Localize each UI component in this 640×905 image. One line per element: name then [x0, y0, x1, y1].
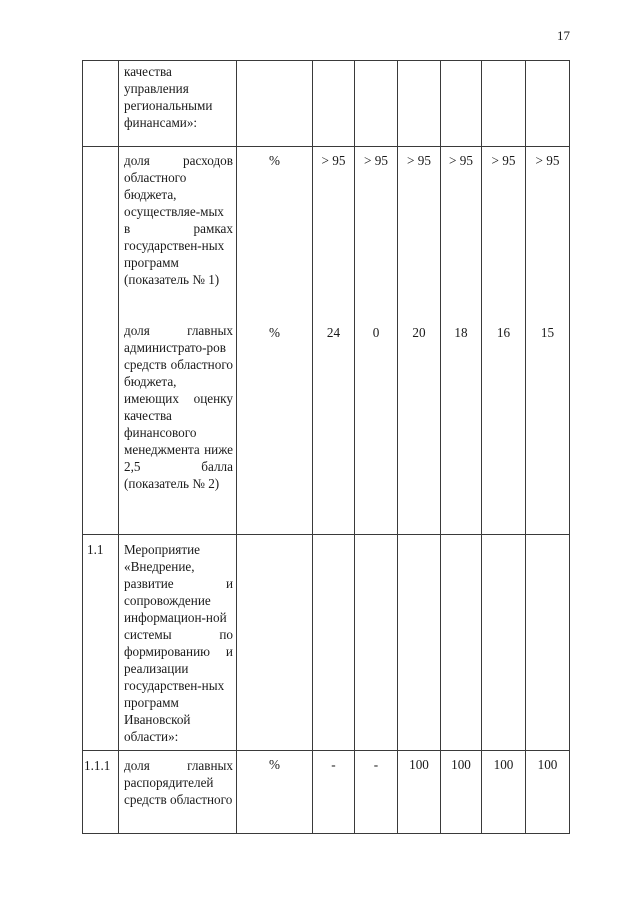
value-cell — [482, 147, 526, 535]
indicator-1-value: > 95 — [491, 153, 516, 168]
row-unit — [237, 61, 313, 147]
indicator-2-unit: % — [269, 325, 280, 340]
value-cell — [355, 147, 398, 535]
row-value — [482, 535, 526, 751]
indicator-1-value: > 95 — [449, 153, 473, 168]
row-name-cell — [119, 61, 237, 147]
row-name: доля главных распорядителей средств областного — [124, 758, 233, 807]
unit-cell — [237, 147, 313, 535]
value-cell — [313, 147, 355, 535]
row-value — [482, 61, 526, 147]
row-unit: % — [269, 757, 280, 772]
value-cell — [526, 147, 570, 535]
row-value — [355, 61, 398, 147]
indicators-table — [82, 60, 570, 834]
row-value — [398, 61, 441, 147]
value-cell — [482, 751, 526, 834]
row-value: 100 — [451, 757, 471, 772]
row-value — [441, 61, 482, 147]
row-number — [83, 147, 119, 535]
table-row — [83, 751, 570, 834]
indicator-1-value: > 95 — [407, 153, 431, 168]
indicator-2-value: 0 — [372, 325, 380, 340]
row-unit — [237, 535, 313, 751]
indicator-2-value: 15 — [540, 325, 555, 340]
row-name: качества управления региональными финансами»: — [124, 64, 213, 130]
row-value: 100 — [537, 757, 558, 772]
row-value — [355, 535, 398, 751]
indicator-1-name: доля расходов областного бюджета, осуществляе-мых в рамках государствен-ных программ (показатель № 1) — [124, 153, 233, 287]
row-value — [526, 535, 570, 751]
value-cell — [526, 751, 570, 834]
value-cell — [441, 147, 482, 535]
row-value: 100 — [409, 757, 429, 772]
table-row — [83, 61, 570, 147]
indicator-1-value: > 95 — [321, 153, 346, 168]
row-name-cell — [119, 147, 237, 535]
value-cell — [398, 751, 441, 834]
indicator-1-value: > 95 — [364, 153, 388, 168]
row-value: - — [373, 757, 379, 772]
indicator-1-value: > 95 — [535, 153, 560, 168]
row-value: 100 — [493, 757, 514, 772]
indicator-2-name: доля главных администрато-ров средств областного бюджета, имеющих оценку качества финансового менеджмента ниже 2,5 балла (показатель № 2) — [124, 323, 233, 491]
row-value — [313, 61, 355, 147]
row-value — [398, 535, 441, 751]
row-number: 1.1 — [83, 535, 119, 751]
indicator-2-value: 20 — [412, 325, 426, 340]
row-number: 1.1.1 — [83, 751, 119, 834]
row-value — [526, 61, 570, 147]
value-cell — [398, 147, 441, 535]
indicator-1-unit: % — [269, 153, 280, 168]
row-value — [441, 535, 482, 751]
page-number: 17 — [557, 28, 570, 43]
row-value — [313, 535, 355, 751]
table-row — [83, 147, 570, 535]
row-name-cell — [119, 535, 237, 751]
unit-cell — [237, 751, 313, 834]
row-name-cell — [119, 751, 237, 834]
value-cell — [313, 751, 355, 834]
row-number — [83, 61, 119, 147]
row-name: Мероприятие «Внедрение, развитие и сопровождение информацион-ной системы по формированию и реализации государствен-ных программ Ивановской области»: — [124, 542, 233, 744]
value-cell — [441, 751, 482, 834]
row-value: - — [331, 757, 336, 772]
indicator-2-value: 24 — [326, 325, 341, 340]
value-cell — [355, 751, 398, 834]
indicator-2-value: 18 — [454, 325, 468, 340]
indicator-2-value: 16 — [496, 325, 511, 340]
table-row — [83, 535, 570, 751]
